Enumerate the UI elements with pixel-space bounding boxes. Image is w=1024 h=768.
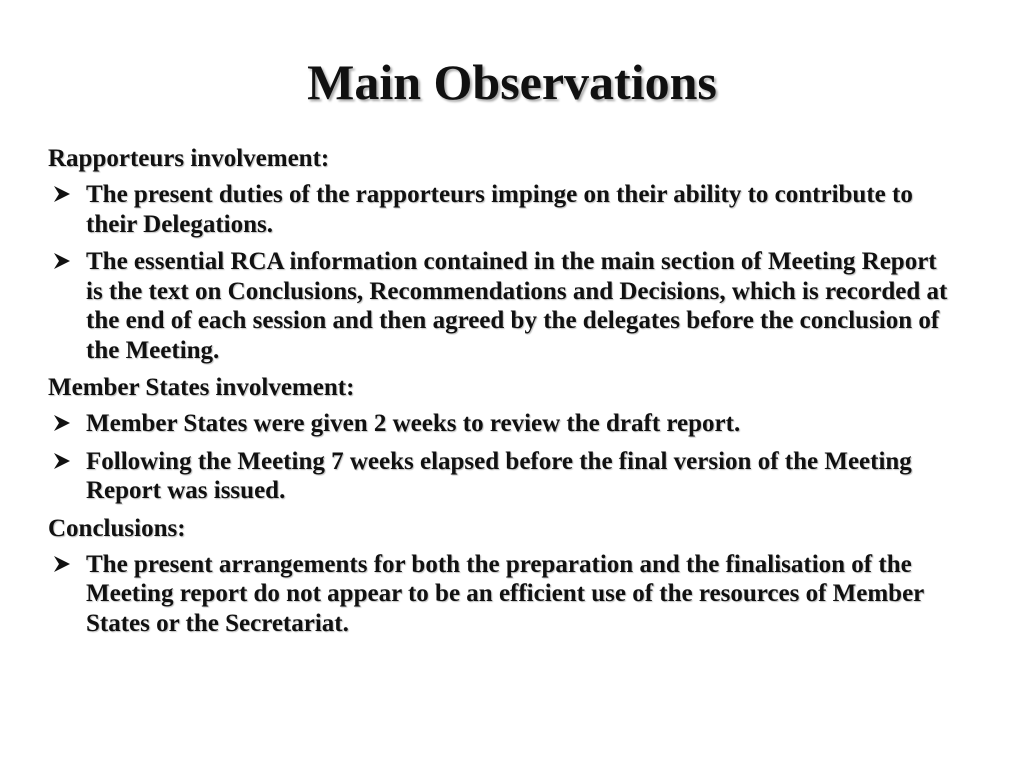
bullet-text: Member States were given 2 weeks to review the draft report. [86,410,741,437]
arrowhead-bullet-icon [52,251,72,271]
arrowhead-bullet-icon [52,451,72,471]
bullet-text: The present arrangements for both the preparation and the finalisation of the Meeting report do not appear to be an efficient use of the resources of Member States or the Secretariat. [86,550,924,637]
section-member-states [48,373,948,506]
bullet-item [48,550,948,639]
bullet-text: Following the Meeting 7 weeks elapsed before the final version of the Meeting Report was issued. [86,447,912,504]
bullet-item [48,447,948,506]
section-heading: Member States involvement: [48,374,355,401]
arrowhead-bullet-icon [52,554,72,574]
section-conclusions [48,514,948,639]
bullet-item [48,180,948,239]
bullet-item [48,247,948,365]
bullet-text: The essential RCA information contained in the main section of Meeting Report is the text on Conclusions, Recommendations and Decisions, which is recorded at the end of each session and then agreed by the delegates before the conclusion of the Meeting. [86,248,948,364]
bullet-item [48,409,948,439]
slide-title: Main Observations [307,54,717,110]
slide-content [48,144,948,646]
arrowhead-bullet-icon [52,184,72,204]
arrowhead-bullet-icon [52,413,72,433]
section-heading: Rapporteurs involvement: [48,145,330,172]
section-rapporteurs [48,144,948,365]
bullet-text: The present duties of the rapporteurs impinge on their ability to contribute to their Delegations. [86,181,913,238]
section-heading: Conclusions: [48,514,186,542]
